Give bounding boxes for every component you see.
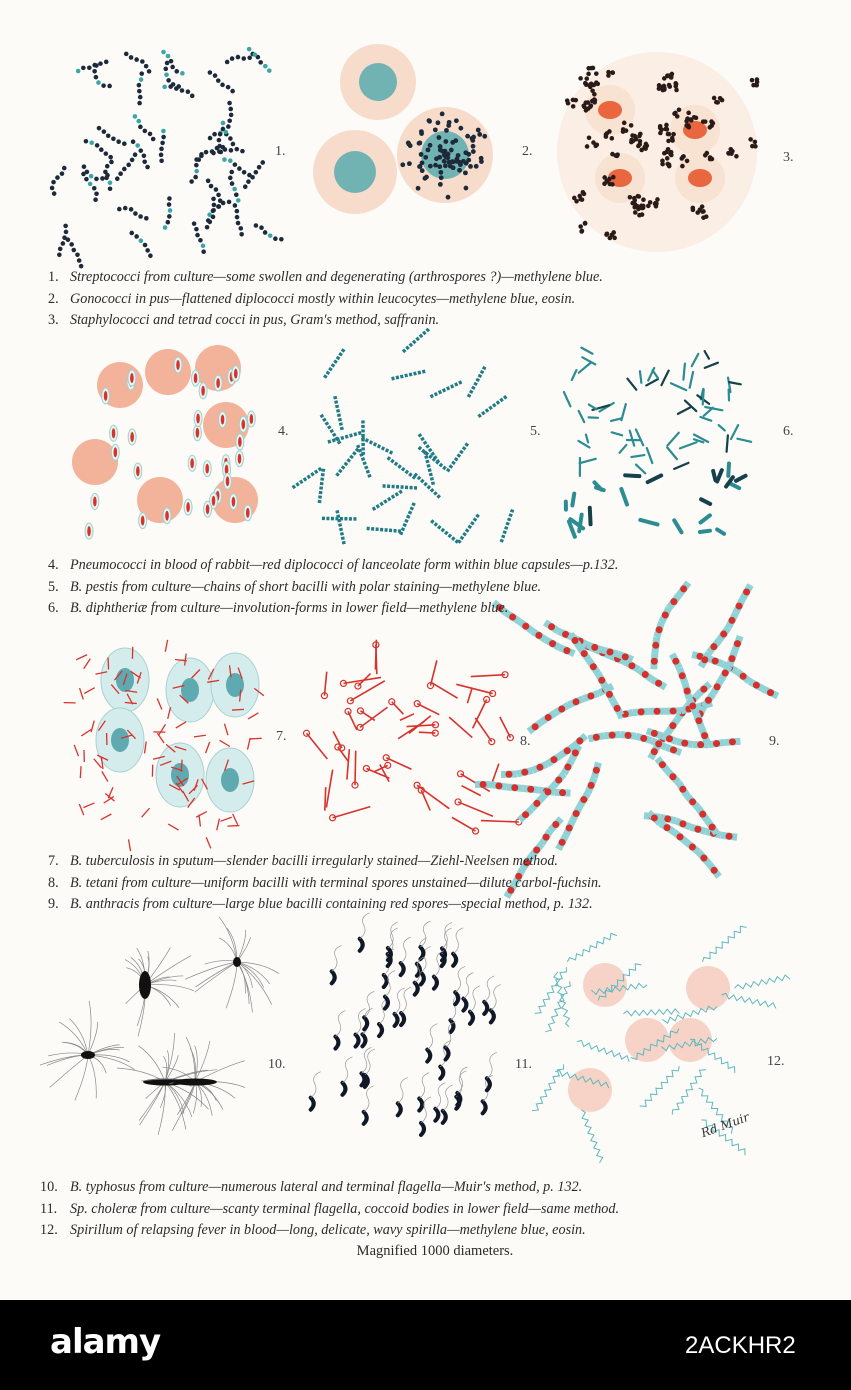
figure-7-b-tuberculosis — [64, 640, 264, 851]
figure-number-8: 8. — [520, 734, 531, 749]
caption-group-1 — [48, 267, 603, 332]
caption-5 — [48, 577, 618, 599]
caption-text: Sp. choleræ from culture—scanty terminal flagella, coccoid bodies in lower field—same method. — [70, 1200, 620, 1217]
figure-number-5: 5. — [530, 424, 541, 439]
alamy-logo: alamy — [50, 1322, 161, 1362]
caption-number: 11. — [40, 1200, 58, 1217]
artist-signature: Rd Muir — [699, 1109, 752, 1141]
caption-7 — [48, 851, 602, 873]
figure-11-sp-cholerae — [311, 913, 501, 1135]
caption-text: Staphylococci and tetrad cocci in pus, Gram's method, saffranin. — [70, 312, 440, 328]
figure-number-4: 4. — [278, 424, 289, 439]
caption-text: B. typhosus from culture—numerous lateral and terminal flagella—Muir's method, p. 132. — [70, 1179, 583, 1195]
figure-12-spirillum — [532, 926, 790, 1163]
figure-number-6: 6. — [783, 424, 794, 439]
caption-text: B. diphtheriæ from culture—involution-forms in lower field—methylene blue. — [70, 600, 509, 616]
figure-4-pneumococci — [72, 345, 258, 539]
caption-number: 3. — [48, 312, 59, 328]
caption-number: 6. — [48, 600, 59, 616]
caption-text: Spirillum of relapsing fever in blood—long, delicate, wavy spirilla—methylene blue, eosin. — [70, 1222, 586, 1238]
caption-number: 12. — [40, 1222, 58, 1238]
figure-number-3: 3. — [783, 150, 794, 165]
caption-text: Gonococci in pus—flattened diplococci mostly within leucocytes—methylene blue, eosin. — [70, 290, 576, 307]
caption-8 — [48, 873, 602, 895]
figure-6-b-diphtheriae — [564, 348, 751, 537]
magnification-note: Magnified 1000 diameters. — [356, 1243, 514, 1259]
caption-3 — [48, 310, 603, 332]
figure-2-gonococci — [313, 44, 493, 214]
caption-text: B. anthracis from culture—large blue bacilli containing red spores—special method, p. 132. — [70, 896, 593, 912]
figure-number-1: 1. — [275, 144, 286, 159]
figure-number-2: 2. — [522, 144, 533, 159]
figure-5-b-pestis — [292, 329, 513, 544]
caption-12 — [40, 1220, 619, 1242]
caption-number: 2. — [48, 290, 59, 307]
figure-number-9: 9. — [769, 734, 780, 749]
figure-3-staphylococci — [557, 52, 759, 252]
caption-text: B. pestis from culture—chains of short bacilli with polar staining—methylene blue. — [70, 578, 542, 595]
caption-10 — [40, 1177, 619, 1199]
caption-4 — [48, 555, 618, 577]
caption-number: 5. — [48, 578, 59, 595]
caption-9 — [48, 894, 602, 916]
figure-1-streptococci — [50, 47, 284, 269]
caption-group-2 — [48, 555, 618, 620]
caption-number: 1. — [48, 269, 59, 285]
caption-text: Streptococci from culture—some swollen and degenerating (arthrospores ?)—methylene blue. — [70, 269, 603, 285]
figure-number-12: 12. — [767, 1054, 785, 1069]
caption-6 — [48, 598, 618, 620]
caption-text: B. tuberculosis in sputum—slender bacilli irregularly stained—Ziehl-Neelsen method. — [70, 853, 558, 869]
caption-group-3 — [48, 851, 602, 916]
caption-text: B. tetani from culture—uniform bacilli with terminal spores unstained—dilute carbol-fuchsin. — [70, 874, 602, 891]
caption-number: 4. — [48, 557, 59, 573]
caption-number: 10. — [40, 1179, 58, 1195]
caption-group-4 — [40, 1177, 619, 1242]
figure-8-b-tetani — [304, 640, 522, 834]
figure-10-b-typhosus — [40, 917, 279, 1135]
caption-11 — [40, 1199, 619, 1221]
caption-text: Pneumococci in blood of rabbit—red diplococci of lanceolate form within blue capsules—p.132. — [70, 557, 619, 573]
image-id: 2ACKHR2 — [685, 1332, 796, 1359]
figure-number-10: 10. — [268, 1057, 286, 1072]
caption-number: 8. — [48, 874, 59, 891]
caption-number: 9. — [48, 896, 59, 912]
figure-number-11: 11. — [515, 1057, 532, 1072]
caption-1 — [48, 267, 603, 289]
figure-number-7: 7. — [276, 729, 287, 744]
watermark-band — [0, 1300, 851, 1390]
caption-2 — [48, 289, 603, 311]
caption-number: 7. — [48, 853, 59, 869]
